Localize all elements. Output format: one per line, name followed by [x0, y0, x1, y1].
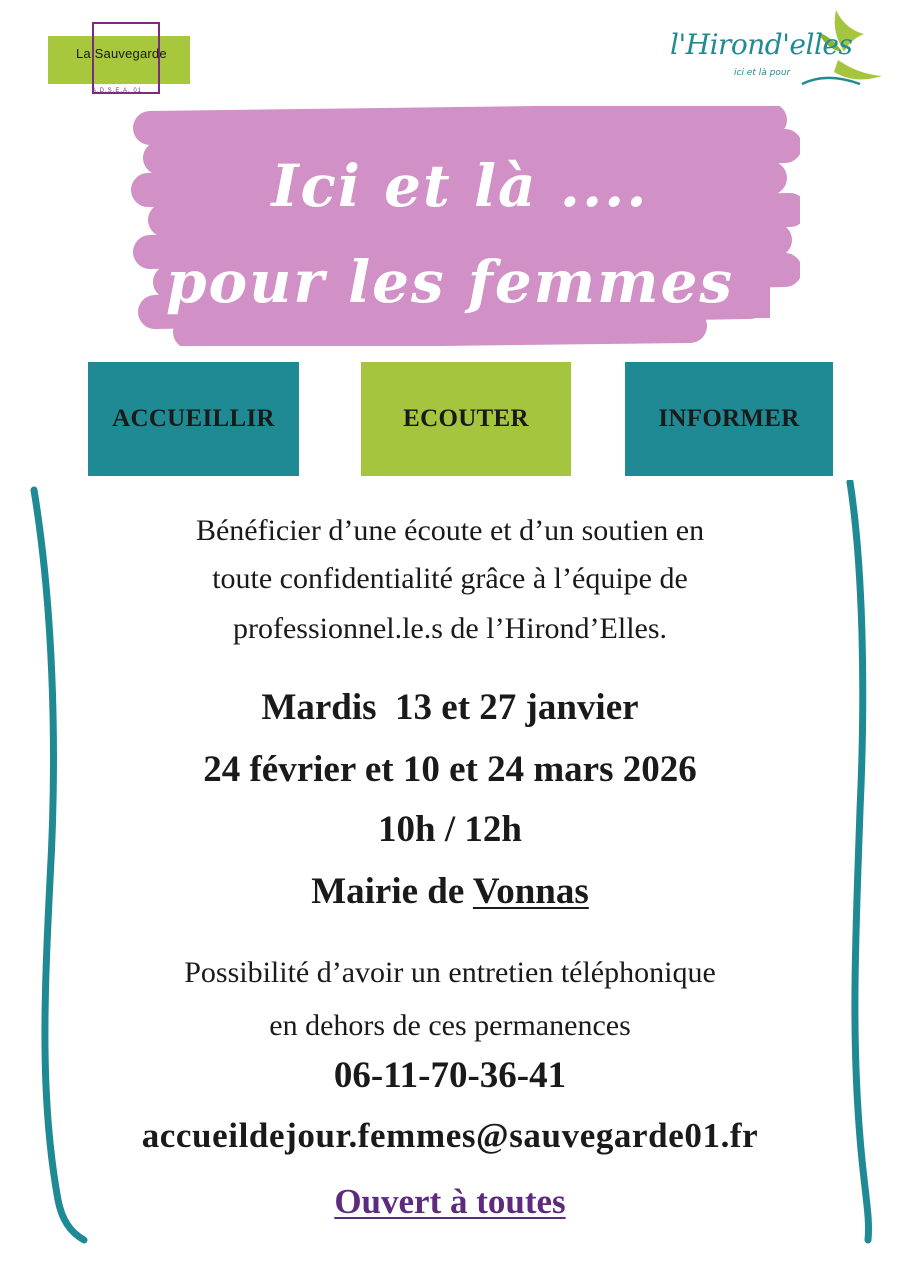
dates-line-2: 24 février et 10 et 24 mars 2026: [203, 749, 697, 790]
description-line-3: professionnel.le.s de l’Hirond’Elles.: [232, 612, 668, 645]
logo-hirondelles-name: l'Hirond'elles: [670, 28, 853, 61]
title-line-1: Ici et là ....: [271, 152, 649, 220]
title-line-2: pour les femmes: [165, 248, 735, 316]
hirondelles-logo: [668, 2, 883, 98]
place-prefix: Mairie de: [311, 871, 473, 912]
hours: 10h / 12h: [378, 809, 522, 850]
phone-note-line-2: en dehors de ces permanences: [269, 1009, 631, 1042]
open-to-all: Ouvert à toutes: [334, 1182, 566, 1221]
dates-line-1: Mardis 13 et 27 janvier: [261, 687, 639, 728]
la-sauvegarde-logo: [48, 20, 198, 100]
place: [0, 870, 900, 913]
description-line-2: toute confidentialité grâce à l’équipe de: [212, 562, 688, 595]
email-address: accueildejour.femmes@sauvegarde01.fr: [141, 1116, 759, 1155]
logo-sauvegarde-name: La Sauvegarde: [76, 46, 167, 61]
phone-number: 06-11-70-36-41: [333, 1055, 567, 1096]
tag-ecouter: ECOUTER: [361, 362, 571, 476]
place-town: Vonnas: [472, 871, 589, 912]
logo-sauvegarde-sub: A.D.S.E.A. 01: [92, 88, 143, 94]
phone-note-line-1: Possibilité d’avoir un entretien téléphonique: [184, 956, 716, 989]
description-line-1: Bénéficier d’une écoute et d’un soutien en: [195, 514, 705, 547]
tag-informer: INFORMER: [625, 362, 833, 476]
tag-accueillir: ACCUEILLIR: [88, 362, 299, 476]
logo-hirondelles-tagline: ici et là pour: [734, 68, 791, 78]
